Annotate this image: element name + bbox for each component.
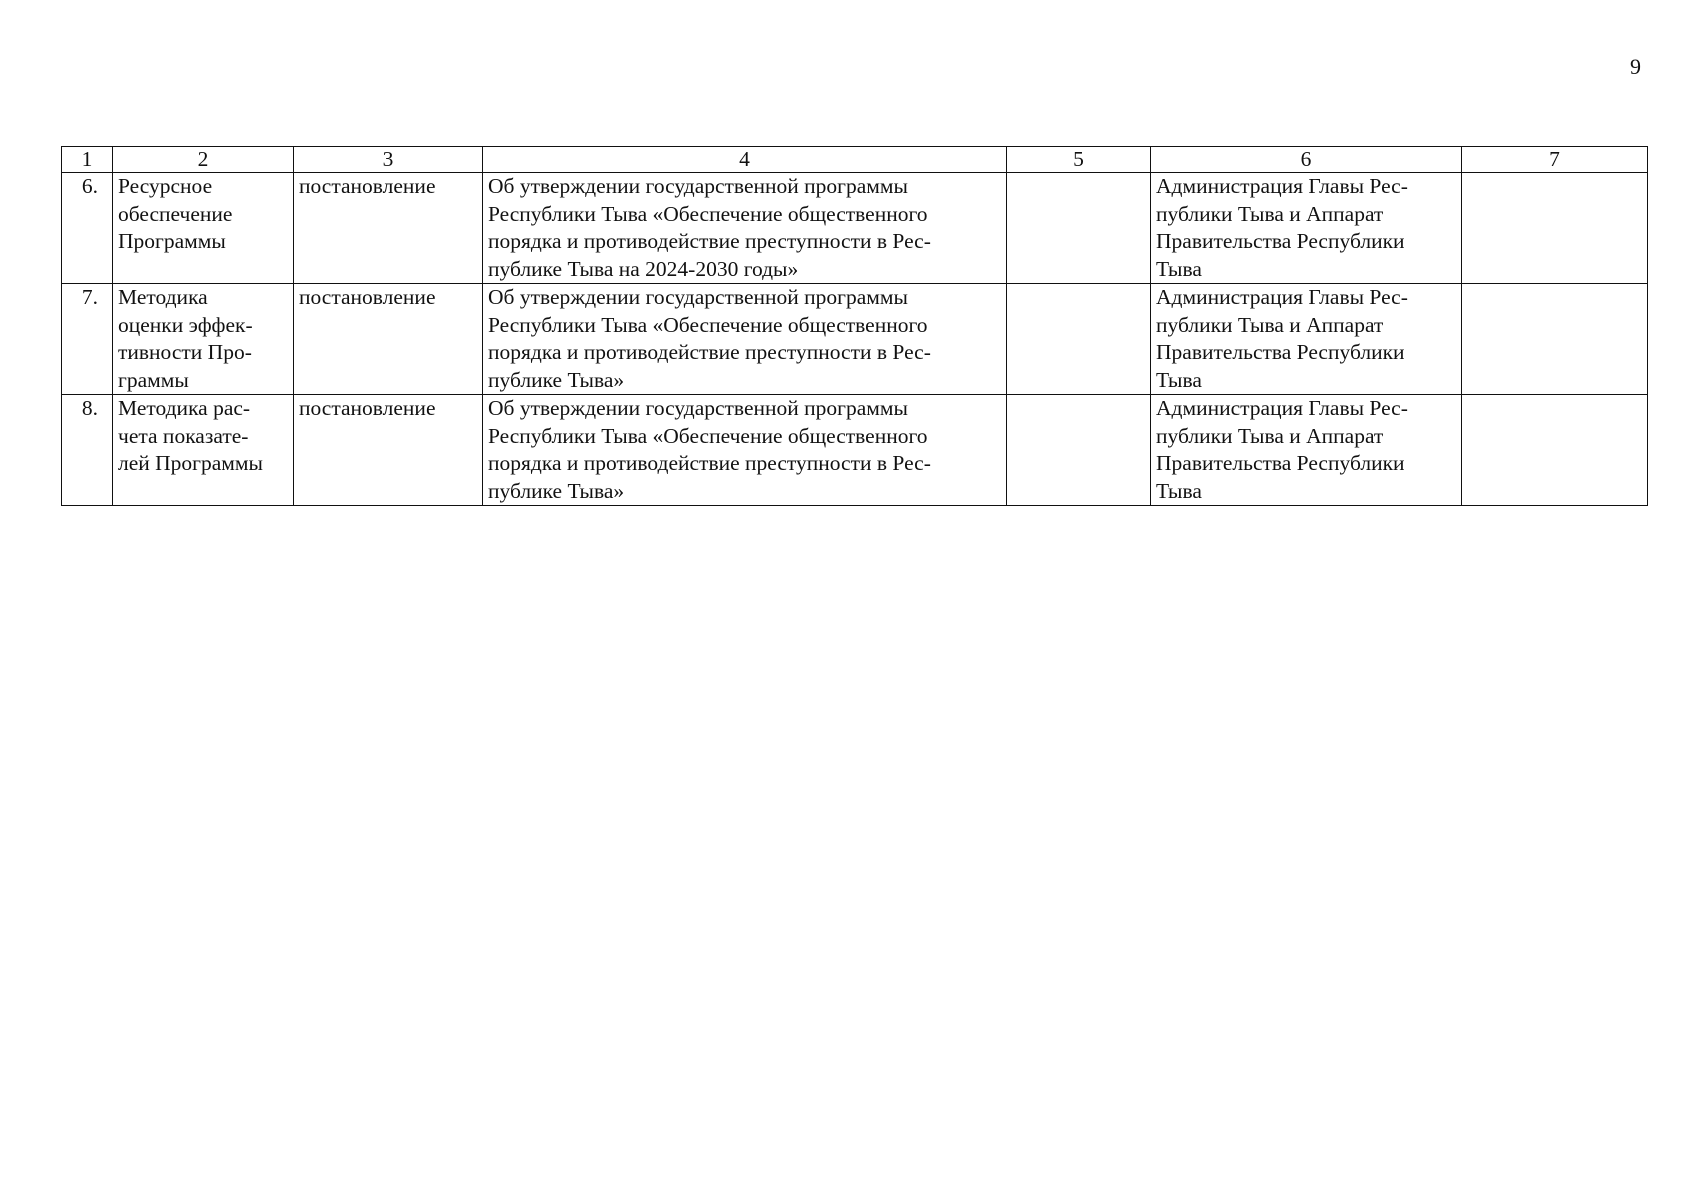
document-name: Методика оценки эффек- тивности Про- граммы bbox=[113, 284, 294, 395]
row-number: 6. bbox=[62, 173, 113, 284]
column-header: 1 bbox=[62, 147, 113, 173]
document-type: постановление bbox=[294, 173, 483, 284]
document-table bbox=[61, 146, 1648, 506]
table-row bbox=[62, 284, 1648, 395]
document-title: Об утверждении государственной программы Республики Тыва «Обеспечение общественного порядка и противодействие преступности в Рес- публике Тыва на 2024-2030 годы» bbox=[483, 173, 1007, 284]
column-7-cell bbox=[1462, 173, 1648, 284]
column-header: 2 bbox=[113, 147, 294, 173]
column-7-cell bbox=[1462, 395, 1648, 506]
column-header: 3 bbox=[294, 147, 483, 173]
document-name: Ресурсное обеспечение Программы bbox=[113, 173, 294, 284]
column-5-cell bbox=[1007, 284, 1151, 395]
column-5-cell bbox=[1007, 173, 1151, 284]
column-header: 6 bbox=[1151, 147, 1462, 173]
column-header: 5 bbox=[1007, 147, 1151, 173]
document-name: Методика рас- чета показате- лей Программы bbox=[113, 395, 294, 506]
column-header: 4 bbox=[483, 147, 1007, 173]
column-5-cell bbox=[1007, 395, 1151, 506]
responsible-executor: Администрация Главы Рес- публики Тыва и Аппарат Правительства Республики Тыва bbox=[1151, 284, 1462, 395]
responsible-executor: Администрация Главы Рес- публики Тыва и Аппарат Правительства Республики Тыва bbox=[1151, 395, 1462, 506]
document-type: постановление bbox=[294, 284, 483, 395]
table-row bbox=[62, 395, 1648, 506]
responsible-executor: Администрация Главы Рес- публики Тыва и Аппарат Правительства Республики Тыва bbox=[1151, 173, 1462, 284]
table-header-row bbox=[62, 147, 1648, 173]
column-header: 7 bbox=[1462, 147, 1648, 173]
page-number: 9 bbox=[1630, 54, 1641, 79]
row-number: 7. bbox=[62, 284, 113, 395]
row-number: 8. bbox=[62, 395, 113, 506]
table-row bbox=[62, 173, 1648, 284]
document-type: постановление bbox=[294, 395, 483, 506]
column-7-cell bbox=[1462, 284, 1648, 395]
document-title: Об утверждении государственной программы Республики Тыва «Обеспечение общественного порядка и противодействие преступности в Рес- публике Тыва» bbox=[483, 395, 1007, 506]
document-title: Об утверждении государственной программы Республики Тыва «Обеспечение общественного порядка и противодействие преступности в Рес- публике Тыва» bbox=[483, 284, 1007, 395]
